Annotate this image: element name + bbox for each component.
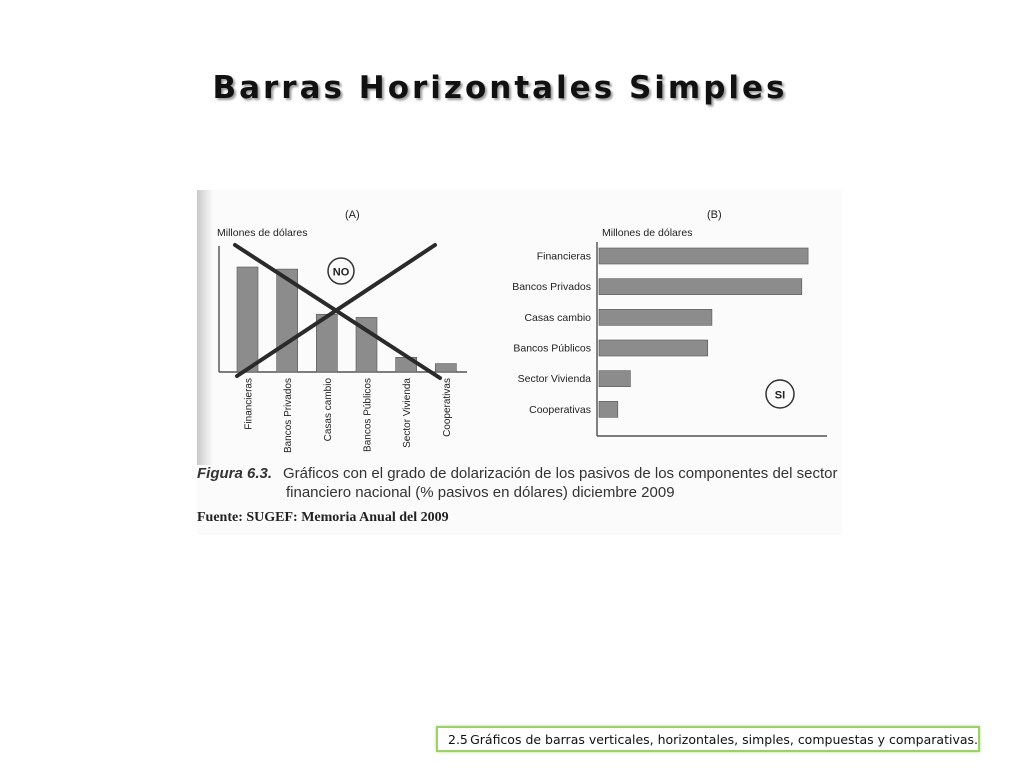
slide-title: Barras Horizontales Simples: [212, 70, 788, 106]
figure-label: Figura 6.3.: [197, 465, 273, 482]
figure-caption: [197, 464, 842, 502]
caption-line-2: financiero nacional (% pasivos en dólares) diciembre 2009: [286, 484, 675, 501]
chart-b-tick-label: Cooperativas: [529, 403, 591, 416]
chart-b-bar-bancos-privados: [599, 279, 802, 295]
chart-a-tick-label: Financieras: [243, 378, 255, 430]
dual-bar-chart: [197, 190, 842, 465]
chart-a-tick-label: Casas cambio: [322, 378, 334, 442]
chart-a-ylabel: Millones de dólares: [217, 227, 308, 239]
caption-line-1: Gráficos con el grado de dolarización de los pasivos de los componentes del sector: [283, 465, 838, 482]
chart-b-tick-label: Bancos Públicos: [513, 342, 591, 355]
chart-b-tick-label: Financieras: [536, 250, 591, 263]
chart-a: [217, 209, 467, 453]
figure-panel: [197, 190, 842, 535]
chart-b-bar-financieras: [599, 248, 808, 264]
chart-a-tick-label: Sector Vivienda: [402, 378, 414, 448]
chart-a-bar-cooperativas: [435, 364, 456, 372]
chart-b: [512, 209, 827, 436]
chart-b-panel-label: (B): [707, 209, 722, 221]
chart-a-tick-label: Cooperativas: [441, 378, 453, 437]
chart-b-bar-sector-vivienda: [599, 371, 630, 387]
source-note: Fuente: SUGEF: Memoria Anual del 2009: [197, 510, 449, 525]
chart-a-tick-label: Bancos Públicos: [362, 378, 374, 452]
chart-b-tick-label: Casas cambio: [524, 311, 591, 324]
footer-section-number: 2.5: [448, 731, 468, 747]
chart-b-bar-bancos-publicos: [599, 340, 708, 356]
page-edge-shadow: [197, 190, 213, 465]
chart-b-tick-label: Sector Vivienda: [517, 373, 591, 386]
chart-b-xlabel: Millones de dólares: [602, 227, 693, 239]
chart-a-tick-label: Bancos Privados: [283, 378, 295, 454]
chart-a-panel-label: (A): [345, 209, 360, 221]
footer-box: [436, 726, 980, 752]
chart-a-bar-financieras: [237, 267, 258, 372]
chart-a-stamp-text: NO: [332, 266, 350, 279]
chart-b-tick-label: Bancos Privados: [512, 281, 591, 294]
chart-b-bar-cooperativas: [599, 401, 618, 417]
chart-b-stamp-text: SI: [774, 389, 786, 402]
footer-text: Gráficos de barras verticales, horizontales, simples, compuestas y comparativas.: [470, 731, 978, 747]
chart-b-bar-casas-cambio: [599, 309, 712, 325]
